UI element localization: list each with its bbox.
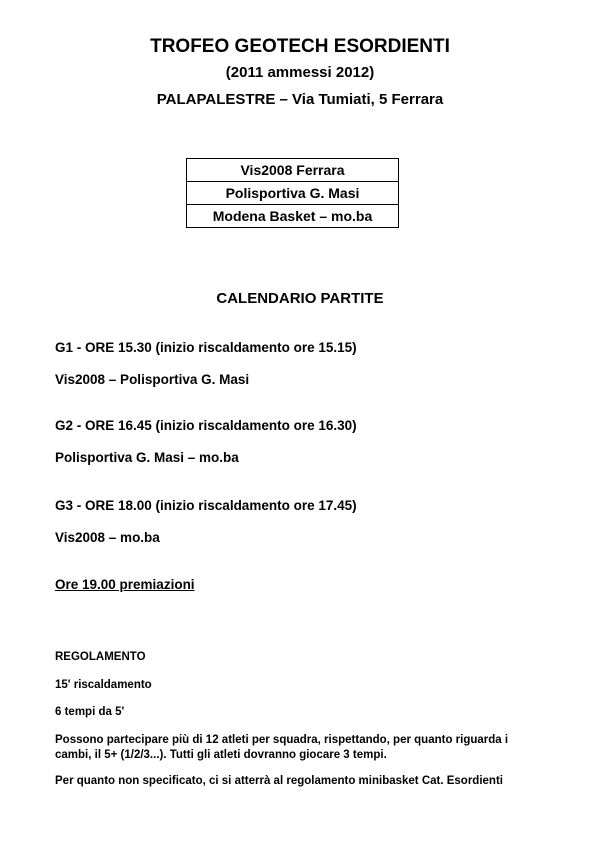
team-cell: Polisportiva G. Masi xyxy=(187,182,399,205)
teams-table xyxy=(186,158,399,228)
game-time: G2 - ORE 16.45 (inizio riscaldamento ore 16.30) xyxy=(55,418,357,433)
game-time: G3 - ORE 18.00 (inizio riscaldamento ore 17.45) xyxy=(55,498,357,513)
team-cell: Modena Basket – mo.ba xyxy=(187,205,399,228)
game-match: Vis2008 – mo.ba xyxy=(55,530,160,545)
rules-warmup: 15' riscaldamento xyxy=(55,679,152,691)
calendar-heading: CALENDARIO PARTITE xyxy=(216,290,384,307)
venue-line: PALAPALESTRE – Via Tumiati, 5 Ferrara xyxy=(156,91,444,108)
game-match: Polisportiva G. Masi – mo.ba xyxy=(55,450,239,465)
team-row xyxy=(187,182,399,205)
rules-periods: 6 tempi da 5' xyxy=(55,706,125,718)
document-subtitle: (2011 ammessi 2012) xyxy=(225,64,375,81)
team-cell: Vis2008 Ferrara xyxy=(187,159,399,182)
game-time: G1 - ORE 15.30 (inizio riscaldamento ore 15.15) xyxy=(55,340,357,355)
rules-other: Per quanto non specificato, ci si atterrà al regolamento minibasket Cat. Esordienti xyxy=(55,775,503,787)
game-match: Vis2008 – Polisportiva G. Masi xyxy=(55,372,250,387)
rules-participation: Possono partecipare più di 12 atleti per squadra, rispettando, per quanto riguarda i cambi, il 5+ (1/2/3...). Tutti gli atleti dovranno giocare 3 tempi. xyxy=(55,734,509,761)
awards-line: Ore 19.00 premiazioni xyxy=(55,577,195,592)
rules-heading: REGOLAMENTO xyxy=(55,651,146,663)
team-row xyxy=(187,205,399,228)
team-row xyxy=(187,159,399,182)
document-title: TROFEO GEOTECH ESORDIENTI xyxy=(150,36,450,57)
